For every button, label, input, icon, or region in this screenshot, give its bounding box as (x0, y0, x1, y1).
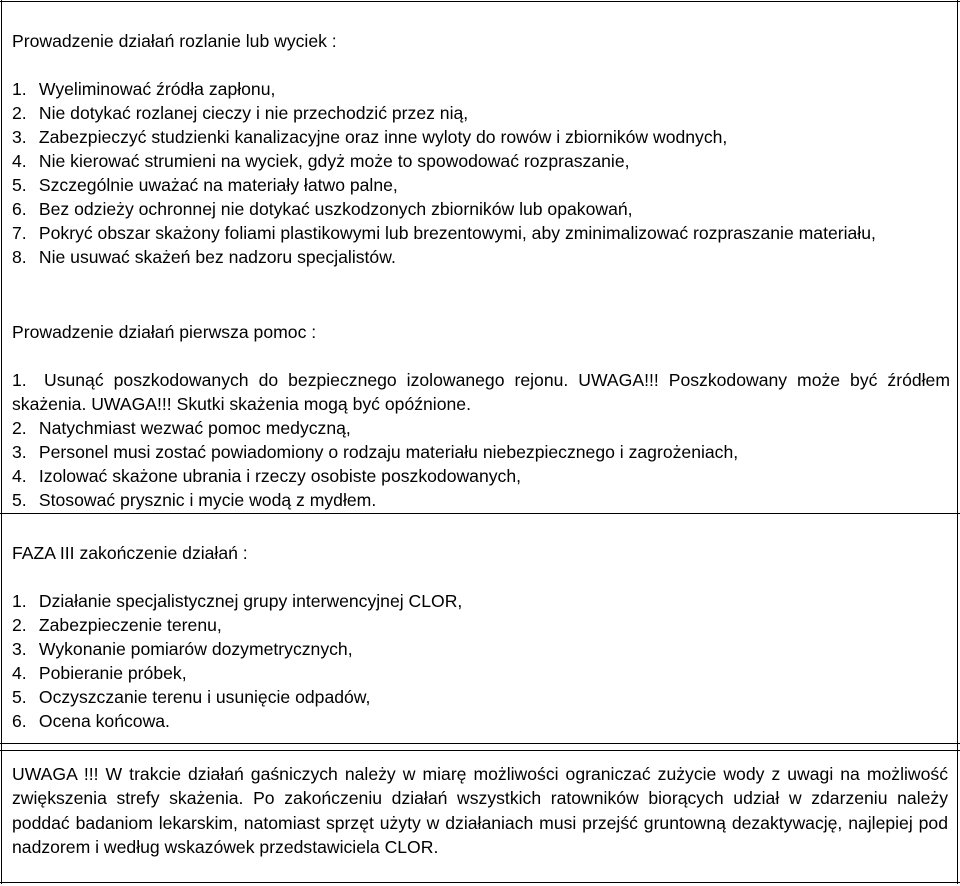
list-item-text: Personel musi zostać powiadomiony o rodzaju materiału niebezpiecznego i zagrożeniach, (38, 442, 739, 462)
list-item-text: Nie usuwać skażeń bez nadzoru specjalistów. (38, 247, 396, 267)
list-item (12, 173, 950, 197)
section-first-aid-list (12, 368, 950, 512)
table-divider-3 (0, 750, 960, 751)
table-border-top (0, 1, 960, 2)
list-item-number: 2. (12, 103, 27, 123)
section-spill-list (12, 77, 950, 269)
section-phase-three (12, 541, 950, 733)
section-phase-three-title: FAZA III zakończenie działań : (12, 543, 248, 563)
list-item-number: 4. (12, 151, 27, 171)
list-item-number: 2. (12, 615, 27, 635)
list-item-text: Zabezpieczyć studzienki kanalizacyjne oraz inne wyloty do rowów i zbiorników wodnych, (38, 127, 728, 147)
list-item-text: Wyeliminować źródła zapłonu, (38, 79, 276, 99)
list-item-text: Pobieranie próbek, (38, 663, 187, 683)
list-item-text: Natychmiast wezwać pomoc medyczną, (38, 418, 351, 438)
section-first-aid-title: Prowadzenie działań pierwsza pomoc : (12, 322, 317, 342)
list-item-number: 5. (12, 175, 27, 195)
list-item-text: Usunąć poszkodowanych do bezpiecznego izolowanego rejonu. UWAGA!!! Poszkodowany może być źródłem skażenia. UWAGA!!! Skutki skażenia mogą być opóźnione. (12, 370, 950, 414)
section-first-aid (12, 320, 950, 512)
list-item-number: 8. (12, 247, 27, 267)
list-item (12, 464, 950, 488)
list-item-number: 7. (12, 223, 27, 243)
list-item-number: 1. (12, 591, 27, 611)
list-item-text: Wykonanie pomiarów dozymetrycznych, (38, 639, 353, 659)
section-spill (12, 29, 950, 269)
list-item (12, 661, 950, 685)
list-item-number: 4. (12, 466, 27, 486)
list-item-text: Działanie specjalistycznej grupy interwencyjnej CLOR, (38, 591, 463, 611)
list-item (12, 221, 950, 245)
list-item (12, 416, 950, 440)
table-divider-1 (0, 513, 960, 514)
table-divider-2 (0, 743, 960, 744)
list-item (12, 709, 950, 733)
list-item-number: 2. (12, 418, 27, 438)
list-item-text: Nie dotykać rozlanej cieczy i nie przechodzić przez nią, (38, 103, 469, 123)
list-item-text: Szczególnie uważać na materiały łatwo palne, (38, 175, 398, 195)
list-item (12, 440, 950, 464)
list-item-text: Pokryć obszar skażony foliami plastikowymi lub brezentowymi, aby zminimalizować rozpraszanie materiału, (38, 223, 876, 243)
list-item-text: Stosować prysznic i mycie wodą z mydłem. (38, 490, 377, 510)
list-item (12, 685, 950, 709)
list-item (12, 589, 950, 613)
list-item-number: 5. (12, 687, 27, 707)
section-phase-three-list (12, 589, 950, 733)
list-item-text: Oczyszczanie terenu i usunięcie odpadów, (38, 687, 371, 707)
list-item (12, 368, 950, 416)
table-border-left (1, 0, 2, 884)
list-item-number: 1. (12, 79, 27, 99)
list-item (12, 101, 950, 125)
list-item-text: Bez odzieży ochronnej nie dotykać uszkodzonych zbiorników lub opakowań, (38, 199, 633, 219)
table-border-bottom (0, 882, 960, 883)
list-item-text: Nie kierować strumieni na wyciek, gdyż może to spowodować rozpraszanie, (38, 151, 630, 171)
list-item (12, 125, 950, 149)
table-border-right (957, 0, 958, 884)
list-item (12, 77, 950, 101)
list-item-number: 5. (12, 490, 27, 510)
list-item (12, 149, 950, 173)
warning-note: UWAGA !!! W trakcie działań gaśniczych należy w miarę możliwości ograniczać zużycie wody z uwagi na możliwość zwiększenia strefy skażenia. Po zakończeniu działań wszystkich ratowników biorących udział w zdarzeniu należy poddać badaniom lekarskim, natomiast sprzęt użyty w działaniach musi przejść gruntowną dezaktywację, najlepiej pod nadzorem i według wskazówek przedstawiciela CLOR. (12, 764, 948, 857)
list-item-number: 4. (12, 663, 27, 683)
list-item-text: Izolować skażone ubrania i rzeczy osobiste poszkodowanych, (38, 466, 522, 486)
list-item-number: 6. (12, 199, 27, 219)
section-spill-title: Prowadzenie działań rozlanie lub wyciek : (12, 31, 337, 51)
list-item-number: 6. (12, 711, 27, 731)
list-item (12, 637, 950, 661)
list-item (12, 488, 950, 512)
list-item-text: Ocena końcowa. (38, 711, 170, 731)
list-item-text: Zabezpieczenie terenu, (38, 615, 222, 635)
list-item (12, 613, 950, 637)
list-item (12, 197, 950, 221)
list-item-number: 3. (12, 442, 27, 462)
list-item-number: 3. (12, 127, 27, 147)
list-item (12, 245, 950, 269)
list-item-number: 1. (12, 370, 27, 390)
list-item-number: 3. (12, 639, 27, 659)
